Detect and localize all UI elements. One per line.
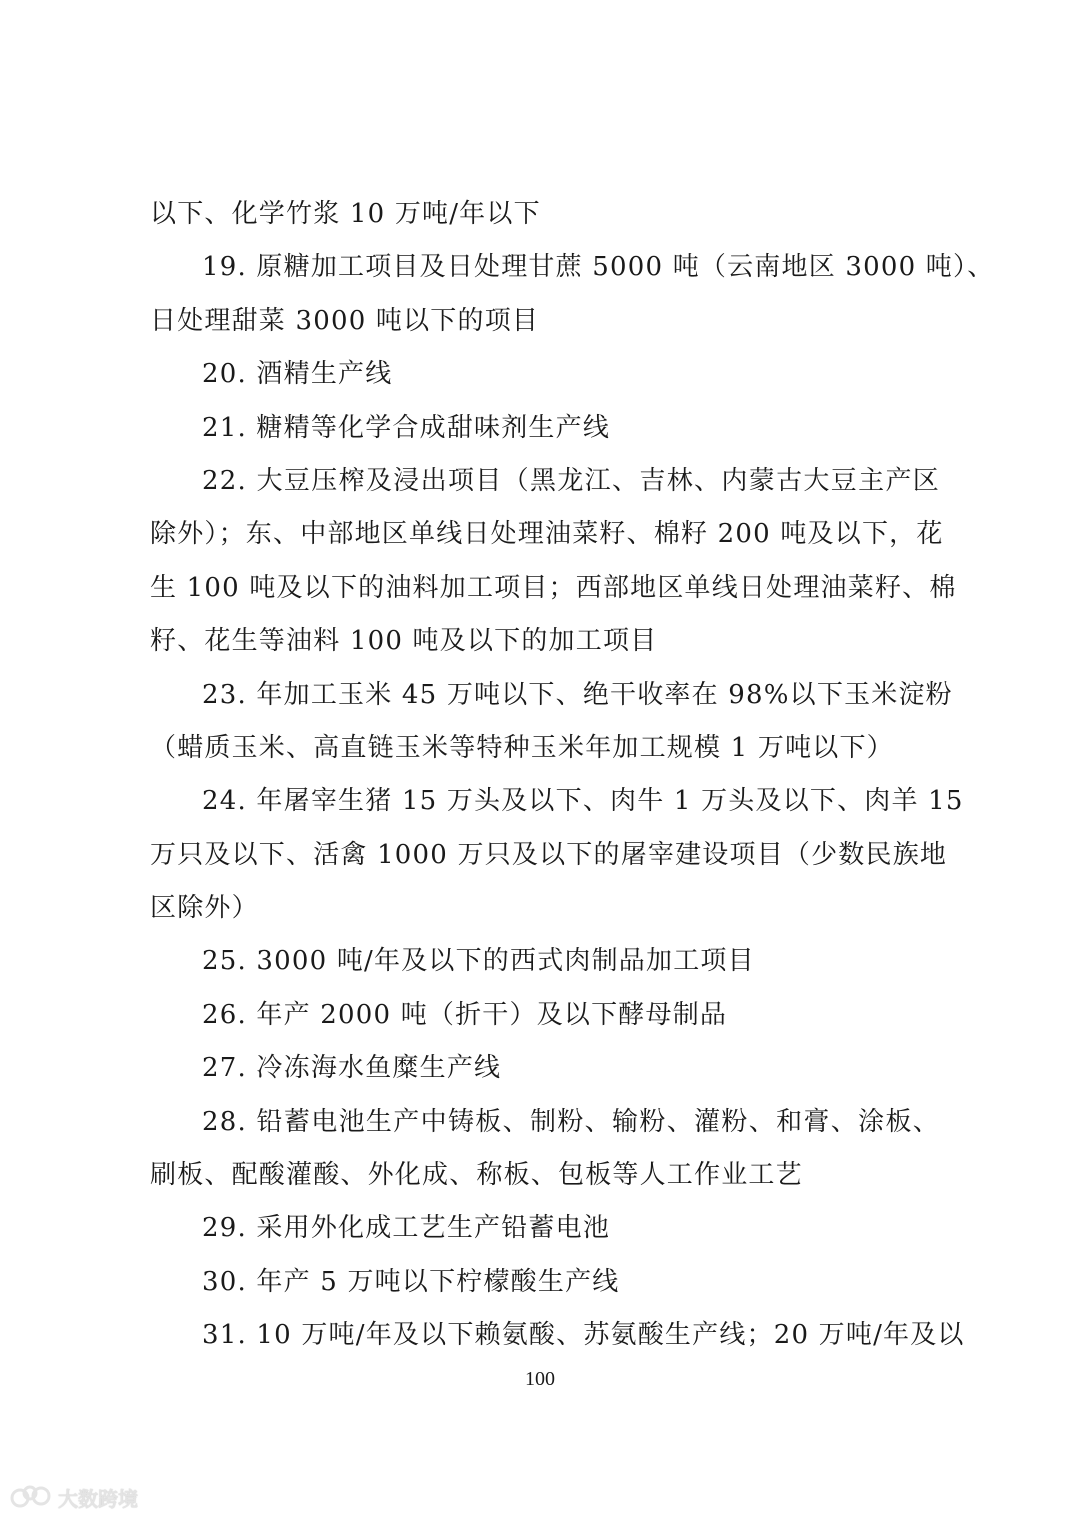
text-line: 27. 冷冻海水鱼糜生产线 [202, 1053, 502, 1084]
document-body [150, 188, 995, 1363]
text-line: 以下、化学竹浆 10 万吨/年以下 [150, 199, 541, 229]
text-line: （蜡质玉米、高直链玉米等特种玉米年加工规模 1 万吨以下） [150, 732, 894, 763]
text-line: 20. 酒精生产线 [202, 359, 393, 390]
text-line: 28. 铅蓄电池生产中铸板、制粉、输粉、灌粉、和膏、涂板、 [202, 1106, 940, 1137]
text-line: 26. 年产 2000 吨（折干）及以下酵母制品 [202, 999, 728, 1030]
brand-logo-icon [10, 1482, 52, 1512]
text-line: 24. 年屠宰生猪 15 万头及以下、肉牛 1 万头及以下、肉羊 15 [202, 786, 964, 817]
text-line: 29. 采用外化成工艺生产铅蓄电池 [202, 1213, 611, 1244]
text-line: 万只及以下、活禽 1000 万只及以下的屠宰建设项目（少数民族地 [150, 839, 948, 870]
text-line: 25. 3000 吨/年及以下的西式肉制品加工项目 [202, 946, 755, 977]
text-line: 31. 10 万吨/年及以下赖氨酸、苏氨酸生产线；20 万吨/年及以 [202, 1320, 965, 1351]
text-line: 22. 大豆压榨及浸出项目（黑龙江、吉林、内蒙古大豆主产区 [202, 465, 940, 496]
watermark [10, 1482, 138, 1512]
text-line: 区除外） [150, 893, 259, 924]
text-line: 除外）；东、中部地区单线日处理油菜籽、棉籽 200 吨及以下，花 [150, 519, 944, 550]
text-line: 刷板、配酸灌酸、外化成、称板、包板等人工作业工艺 [150, 1160, 803, 1191]
page-number: 100 [525, 1368, 555, 1390]
text-line: 21. 糖精等化学合成甜味剂生产线 [202, 412, 611, 443]
watermark-text: 大数跨境 [58, 1486, 138, 1511]
text-line: 籽、花生等油料 100 吨及以下的加工项目 [150, 626, 658, 657]
text-line: 23. 年加工玉米 45 万吨以下、绝干收率在 98%以下玉米淀粉 [202, 679, 953, 710]
text-line: 19. 原糖加工项目及日处理甘蔗 5000 吨（云南地区 3000 吨）、 [202, 252, 995, 283]
text-line: 生 100 吨及以下的油料加工项目；西部地区单线日处理油菜籽、棉 [150, 572, 957, 603]
text-line: 30. 年产 5 万吨以下柠檬酸生产线 [202, 1266, 620, 1297]
text-line: 日处理甜菜 3000 吨以下的项目 [150, 305, 540, 336]
